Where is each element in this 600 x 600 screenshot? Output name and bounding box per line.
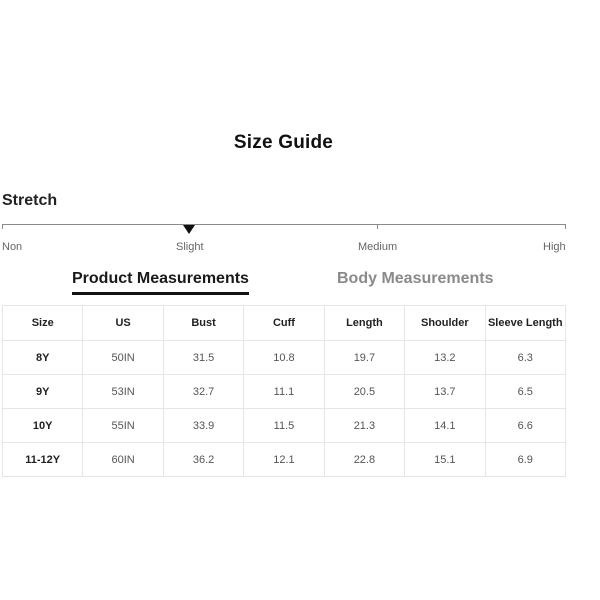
cell-shoulder: 13.7 xyxy=(405,375,485,409)
table-row xyxy=(3,409,566,443)
cell-cuff: 12.1 xyxy=(244,443,324,477)
stretch-selected-marker-icon xyxy=(183,225,195,234)
cell-length: 19.7 xyxy=(324,341,404,375)
stretch-label-non: Non xyxy=(2,241,23,253)
stretch-heading: Stretch xyxy=(2,192,58,209)
cell-cuff: 11.1 xyxy=(244,375,324,409)
stretch-tick-medium xyxy=(377,224,378,229)
header-us: US xyxy=(83,306,163,341)
cell-sleeve-length: 6.3 xyxy=(485,341,565,375)
stretch-label-high: High xyxy=(543,241,566,253)
header-cuff: Cuff xyxy=(244,306,324,341)
table-row xyxy=(3,375,566,409)
stretch-tick-non xyxy=(2,224,3,229)
stretch-label-slight: Slight xyxy=(176,241,204,253)
header-length: Length xyxy=(324,306,404,341)
cell-size: 8Y xyxy=(3,341,83,375)
table-header-row xyxy=(3,306,566,341)
cell-size: 10Y xyxy=(3,409,83,443)
cell-bust: 31.5 xyxy=(163,341,243,375)
stretch-label-medium: Medium xyxy=(358,241,398,253)
cell-us: 53IN xyxy=(83,375,163,409)
stretch-scale-bar xyxy=(2,224,566,225)
cell-length: 21.3 xyxy=(324,409,404,443)
cell-bust: 33.9 xyxy=(163,409,243,443)
header-bust: Bust xyxy=(163,306,243,341)
table-row xyxy=(3,341,566,375)
cell-sleeve-length: 6.5 xyxy=(485,375,565,409)
cell-shoulder: 15.1 xyxy=(405,443,485,477)
header-size: Size xyxy=(3,306,83,341)
tab-body-measurements[interactable]: Body Measurements xyxy=(337,270,494,287)
cell-us: 50IN xyxy=(83,341,163,375)
header-shoulder: Shoulder xyxy=(405,306,485,341)
cell-size: 9Y xyxy=(3,375,83,409)
cell-bust: 36.2 xyxy=(163,443,243,477)
cell-cuff: 10.8 xyxy=(244,341,324,375)
header-sleeve-length: Sleeve Length xyxy=(485,306,565,341)
page-title: Size Guide xyxy=(233,132,334,153)
cell-shoulder: 14.1 xyxy=(405,409,485,443)
cell-us: 60IN xyxy=(83,443,163,477)
cell-shoulder: 13.2 xyxy=(405,341,485,375)
table-row xyxy=(3,443,566,477)
cell-us: 55IN xyxy=(83,409,163,443)
cell-sleeve-length: 6.6 xyxy=(485,409,565,443)
cell-bust: 32.7 xyxy=(163,375,243,409)
cell-length: 22.8 xyxy=(324,443,404,477)
cell-length: 20.5 xyxy=(324,375,404,409)
size-table xyxy=(2,305,566,477)
cell-size: 11-12Y xyxy=(3,443,83,477)
cell-sleeve-length: 6.9 xyxy=(485,443,565,477)
tab-product-measurements[interactable]: Product Measurements xyxy=(72,270,249,295)
cell-cuff: 11.5 xyxy=(244,409,324,443)
stretch-tick-high xyxy=(565,224,566,229)
